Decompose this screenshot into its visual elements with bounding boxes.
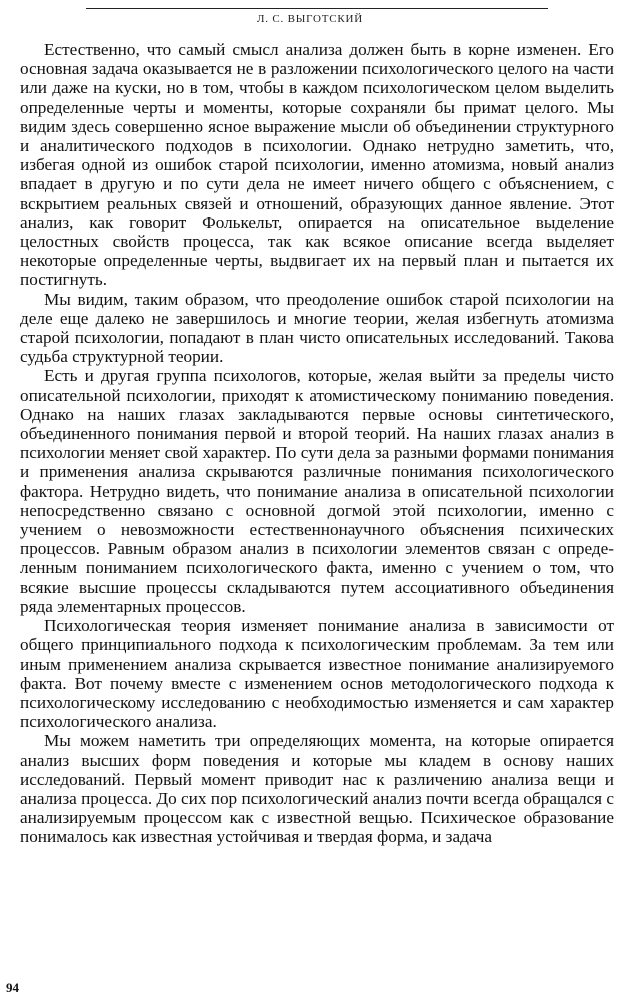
header-rule xyxy=(86,8,548,9)
running-head: Л. С. ВЫГОТСКИЙ xyxy=(256,13,364,25)
paragraph-1: Естественно, что самый смысл анализа должен быть в корне изменен. Его основная задача оказывается не в разложении психологического целого на части или даже на куски, но в том, чтобы в каждом психологическом целом выделить определенные черты и моменты, которые сохраняли бы примат целого. Мы видим здесь совершенно ясное выражение мысли об объединении структурного и аналитического подходов в психологии. Однако нетрудно заметить, что, избегая одной из ошибок старой психологии, именно атомизма, новый анализ впадает в другую и по сути дела не имеет ничего общего с объяснением, с вскрытием реальных связей и отношений, образующих данное явление. Этот анализ, как говорит Фолькельт, опирается на описательное выделение целостных свойств процесса, так как всякое описание всегда выделяет некоторые определенные черты, выдвигает их на первый план и пытается их постигнуть. xyxy=(20,40,614,290)
page-number: 94 xyxy=(6,980,19,995)
paragraph-5: Мы можем наметить три определяющих момента, на которые опирается анализ высших форм поведения и которые мы кладем в основу наших исследований. Первый момент приводит нас к различению анализа вещи и анализа процесса. До сих пор психологический анализ почти всегда обращался с анализируемым процессом как с известной вещью. Психическое образование понималось как известная устойчивая и твердая форма, и задача xyxy=(20,731,614,847)
paragraph-4: Психологическая теория изменяет понимание анализа в зависимости от общего принципиального подхода к психологическим проблемам. За тем или иным применением анализа скрывается известное понимание анализируемого факта. Вот почему вместе с изменением основ методологического подхода к психологическому исследованию с необходимостью изменяется и сам характер психологического анализа. xyxy=(20,616,614,732)
paragraph-2: Мы видим, таким образом, что преодоление ошибок старой психологии на деле еще далеко не завершилось и многие теории, желая избегнуть атомизма старой психологии, попадают в план чисто описательных исследований. Такова судьба структурной теории. xyxy=(20,289,614,367)
body-text xyxy=(20,40,614,847)
paragraph-3: Есть и другая группа психологов, которые, желая выйти за пределы чисто описательной психологии, приходят к атомистическому пониманию поведения. Однако на наших глазах закладываются первые основы синтетического, объединенного понимания первой и второй теорий. На наших глазах анализ в психологии меняет свой характер. По сути дела за разными формами понимания и применения анализа скрываются различные понимания психологического фактора. Нетрудно видеть, что понимание анализа в описательной психологии непосредственно связано с основной догмой этой психологии, именно с учением о невозможности естественнонаучного объяснения психических процессов. Равным образом анализ в психологии элементов связан с определенным пониманием психологического факта, именно с учением о том, что всякие высшие процессы складываются путем ассоциативного объединения ряда элементарных процессов. xyxy=(20,366,614,616)
